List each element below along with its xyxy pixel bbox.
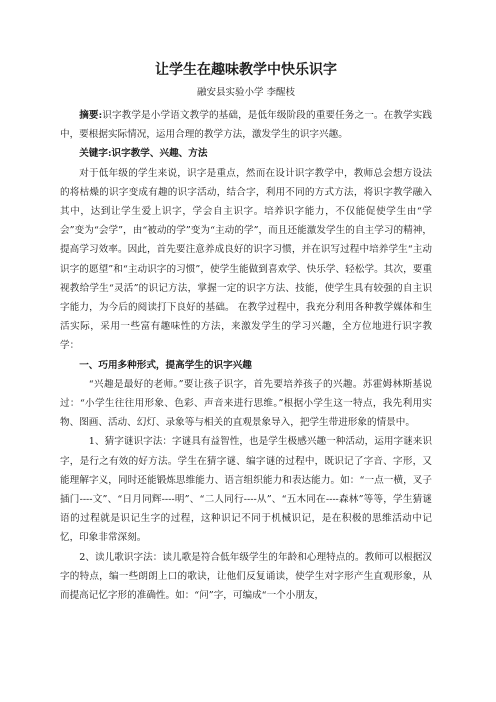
abstract-text: 识字教学是小学语文教学的基础，是低年级阶段的重要任务之一。在教学实践中，要根据实际情况，运用合理的教学方法，激发学生的识字兴趣。 [60, 110, 433, 141]
document-author: 融安县实验小学 李醒枝 [196, 87, 296, 98]
keywords-text: 识字教学、兴趣、方法 [111, 148, 208, 160]
body-paragraph: 1、猜字谜识字法：字谜具有益智性，也是学生极感兴趣一种活动，运用字谜来识字，是行之有效的好方法。学生在猜字谜、编字谜的过程中，既识记了字音、字形，又能理解字义，同时还能锻炼思维能力、语言组织能力和表达能力。如：“一点一横，叉子插门----文”、“日月同辉----明”、“二人同行----从”、“五木同在----森林”等等，学生猜谜语的过程就是识记生字的过程，这种识记不同于机械识记，是在积极的思维活动中记忆，印象非常深刻。 [60, 436, 432, 544]
abstract-label: 摘要: [79, 110, 103, 121]
section-heading: 一、巧用多种形式，提高学生的识字兴趣 [79, 359, 252, 371]
keywords-label: 关键字: [79, 148, 112, 160]
document-title: 让学生在趣味教学中快乐识字 [155, 62, 337, 78]
abstract [60, 106, 432, 144]
keywords [60, 144, 432, 163]
body-paragraph: 对于低年级的学生来说，识字是重点，然而在设计识字教学中，教师总会想方设法的将枯燥的识字变成有趣的识字活动，结合字，利用不同的方式方法，将识字教学融入其中，达到让学生爱上识字，学会自主识字。培养识字能力，不仅能促使学生由“学会”变为“会学”，由“被动的学”变为“主动的学”，而且还能激发学生的自主学习的精神，提高学习效率。因此，首先要注意养成良好的识字习惯，并在识写过程中培养学生“主动识字的愿望”和“主动识字的习惯”，使学生能做到喜欢学、快乐学、轻松学。其次，要重视教给学生“灵活”的识记方法，掌握一定的识字方法、技能，使学生具有较强的自主识字能力，为今后的阅读打下良好的基础。 在教学过程中，我充分利用各种教学媒体和生活实际，采用一些富有趣味性的方法，来激发学生的学习兴趣，全方位地进行识字教学： [60, 167, 432, 352]
body-paragraph: 2、读儿歌识字法：读儿歌是符合低年级学生的年龄和心理特点的。教师可以根据汉字的特点，编一些朗朗上口的歌诀，让他们反复诵读，使学生对字形产生直观形象，从而提高记忆字形的准确性。如：“问”字，可编成“一个小朋友， [60, 551, 432, 602]
document-page [60, 60, 432, 605]
body-paragraph: “兴趣是最好的老师。”要让孩子识字，首先要培养孩子的兴趣。苏霍姆林斯基说过：“小学生往往用形象、色彩、声音来进行思维。”根据小学生这一特点，我先利用实物、图画、活动、幻灯、录象等与相关的直观景象导入，把学生带进形象的情景中。 [60, 378, 432, 429]
